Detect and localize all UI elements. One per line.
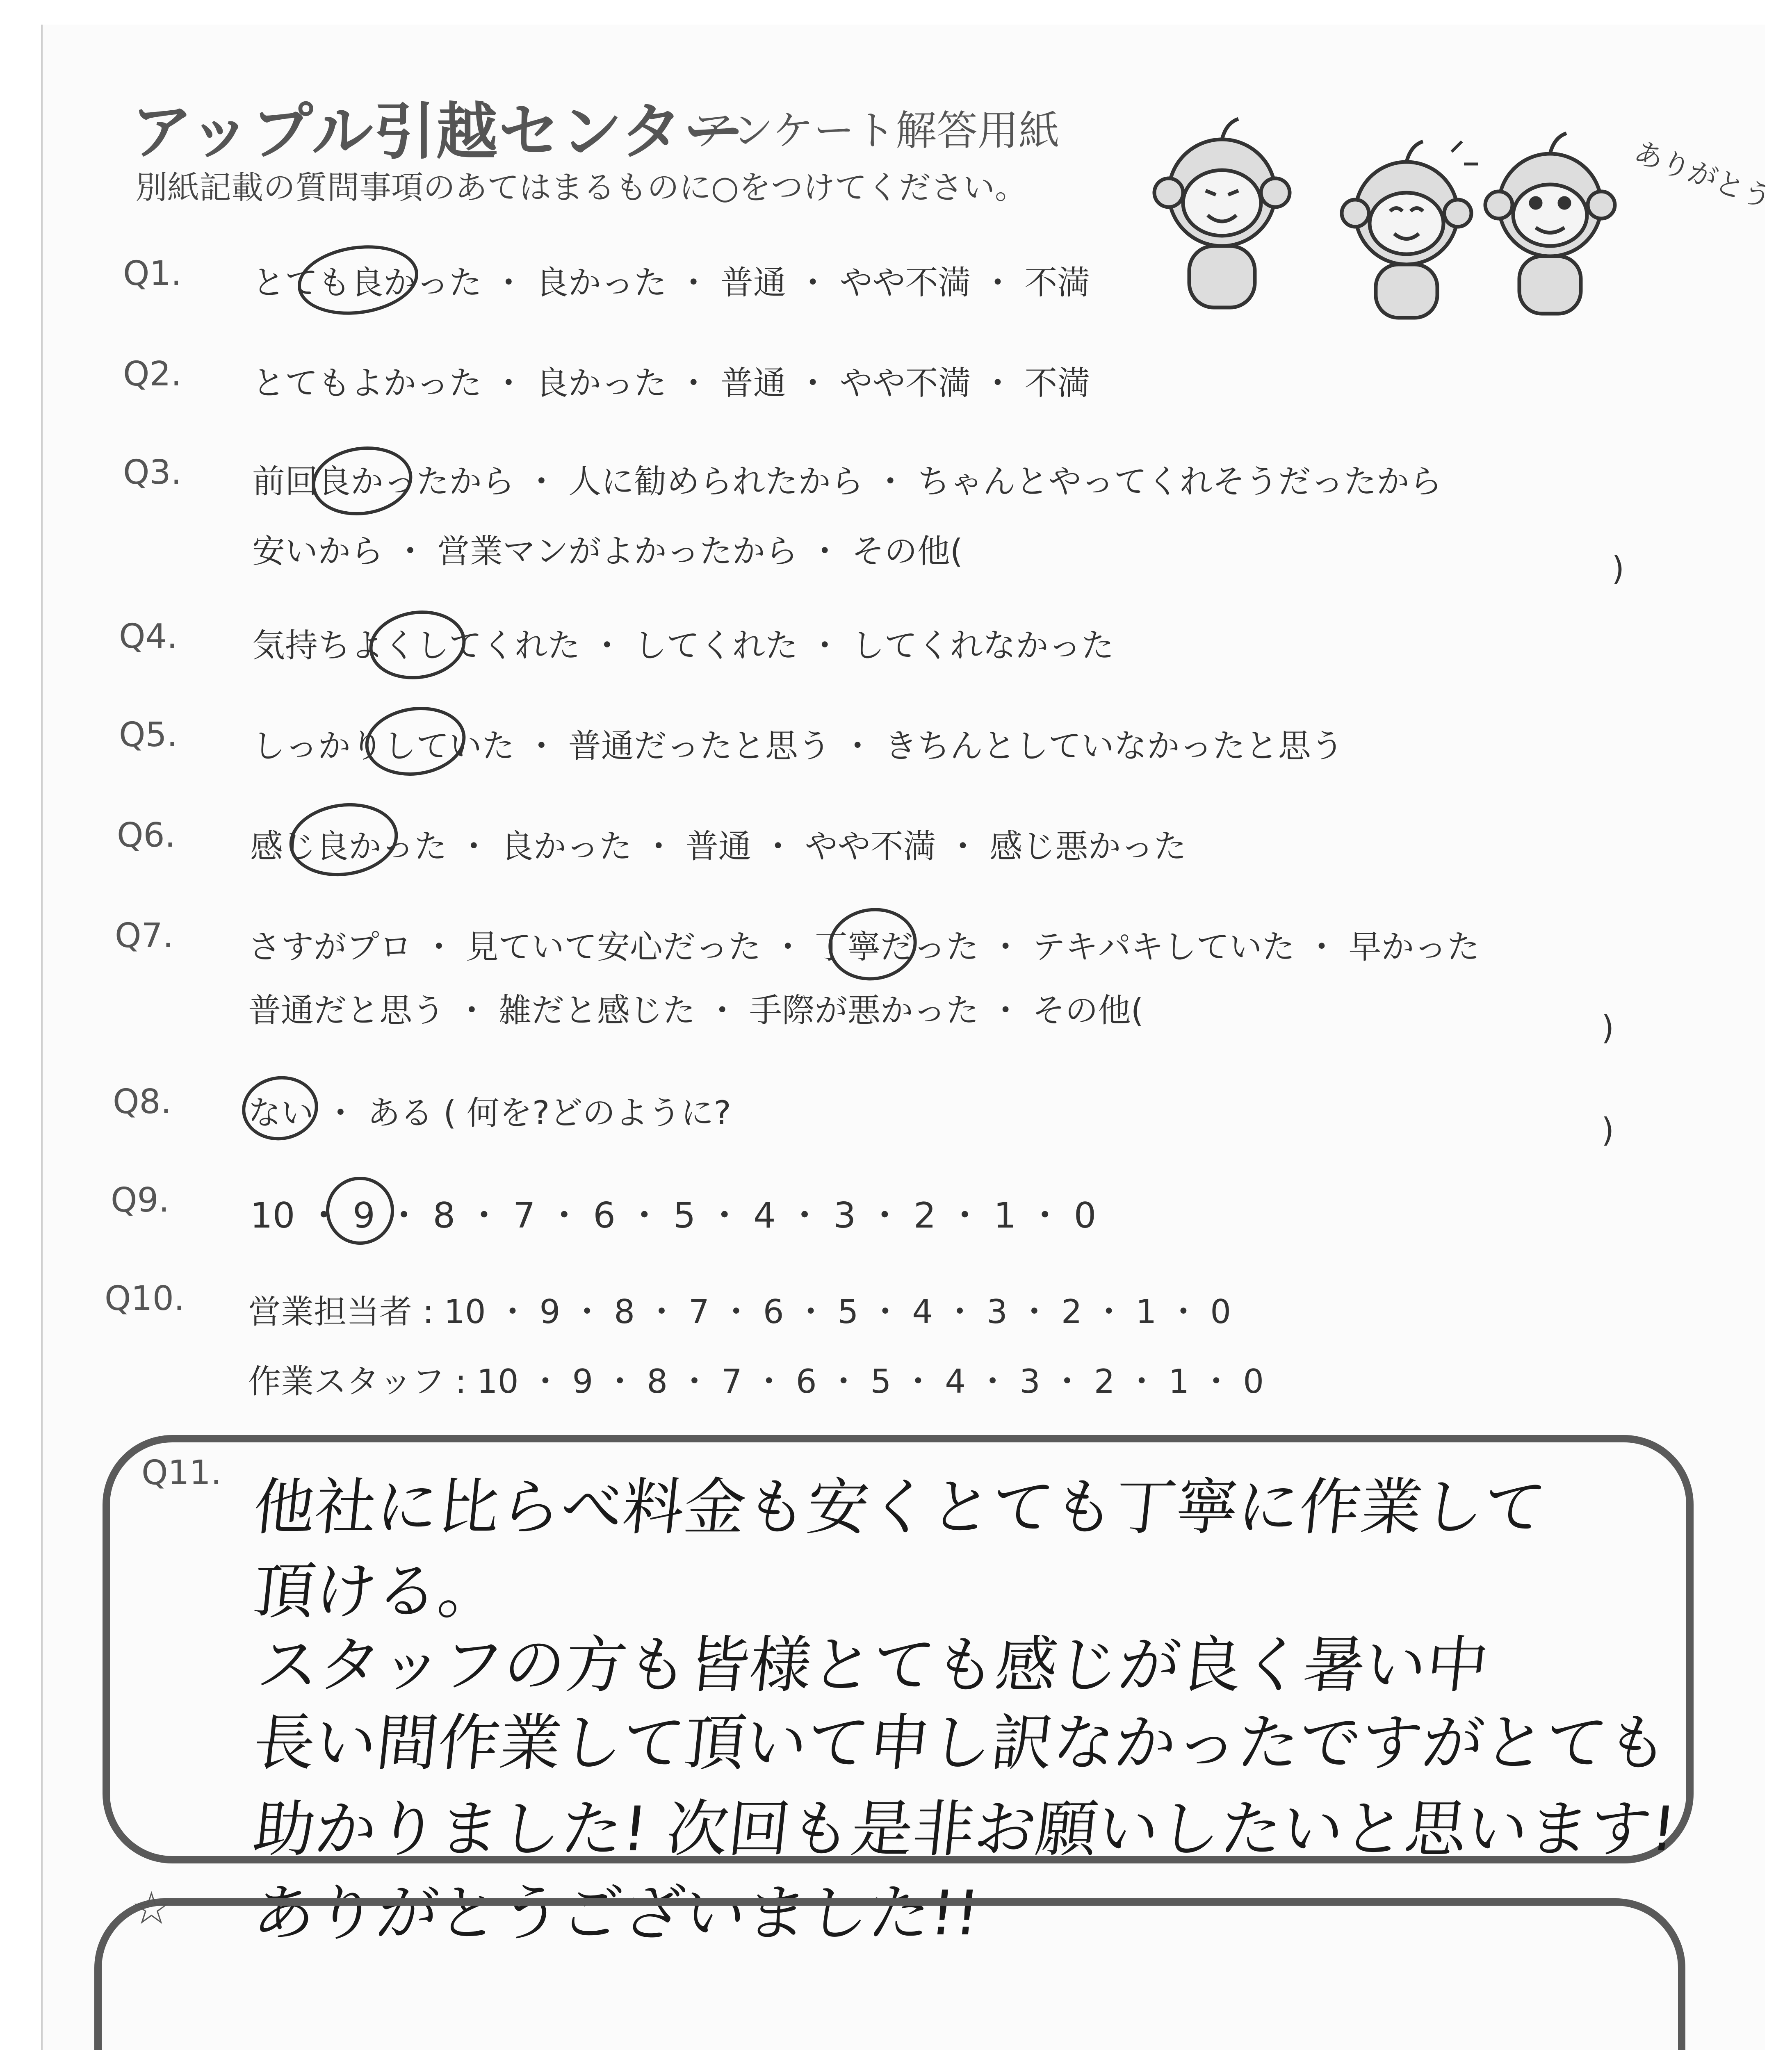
monkey-mascot-left — [1154, 119, 1290, 308]
q11-handwritten-line3: スタッフの方も皆様とても感じが良く暑い中 — [254, 1630, 1492, 1701]
q7-options-line1[interactable]: さすがプロ ・ 見ていて安心だった ・ 丁寧だった ・ テキパキしていた ・ 早かった — [248, 928, 1480, 966]
q1-options[interactable]: とても良かった ・ 良かった ・ 普通 ・ やや不満 ・ 不満 — [252, 264, 1090, 302]
q10-staff-scale[interactable]: 作業スタッフ : 10 ・ 9 ・ 8 ・ 7 ・ 6 ・ 5 ・ 4 ・ 3 ・ 2 ・ 1 ・ 0 — [248, 1362, 1264, 1401]
q11-handwritten-line4: 長い間作業して頂いて申し訳なかったですがとても — [250, 1708, 1672, 1779]
instruction-text: 別紙記載の質問事項のあてはまるものに○をつけてください。 — [135, 169, 1027, 206]
monkey-mascot-middle — [1342, 141, 1471, 318]
q2-label: Q2. — [123, 355, 182, 394]
q11-handwritten-line6: ありがとうございました!! — [250, 1878, 983, 1949]
q4-label: Q4. — [119, 617, 178, 656]
q4-options[interactable]: 気持ちよくしてくれた ・ してくれた ・ してくれなかった — [252, 626, 1114, 665]
q3-options-line2[interactable]: 安いから ・ 営業マンがよかったから ・ その他( — [252, 532, 963, 570]
q6-label: Q6. — [117, 816, 176, 855]
q10-sales-scale[interactable]: 営業担当者 : 10 ・ 9 ・ 8 ・ 7 ・ 6 ・ 5 ・ 4 ・ 3 ・ 2 ・ 1 ・ 0 — [248, 1293, 1231, 1331]
q5-label: Q5. — [119, 715, 178, 754]
q8-options[interactable]: ない ・ ある ( 何を?どのように? — [248, 1094, 731, 1132]
monkey-mascots-illustration — [1140, 111, 1776, 324]
q7-close-paren: ) — [1601, 1009, 1614, 1047]
q3-label: Q3. — [123, 453, 182, 492]
q9-scale[interactable]: 10 ・ 9 ・ 8 ・ 7 ・ 6 ・ 5 ・ 4 ・ 3 ・ 2 ・ 1 ・ 0 — [250, 1195, 1097, 1236]
q1-label: Q1. — [123, 254, 182, 293]
q7-label: Q7. — [115, 916, 173, 955]
star-comment-box — [94, 1898, 1685, 2050]
company-title: アップル引越センター — [131, 96, 746, 168]
form-title: アンケート解答用紙 — [693, 107, 1060, 155]
q7-options-line2[interactable]: 普通だと思う ・ 雑だと感じた ・ 手際が悪かった ・ その他( — [248, 991, 1144, 1030]
q5-options[interactable]: しっかりしていた ・ 普通だったと思う ・ きちんとしていなかったと思う — [252, 727, 1344, 765]
q11-handwritten-line5: 助かりました! 次回も是非お願いしたいと思います! — [250, 1794, 1680, 1865]
q10-label: Q10. — [105, 1279, 185, 1318]
q11-handwritten-line1: 他社に比らべ料金も安くとても丁寧に作業して — [250, 1472, 1549, 1543]
q2-options[interactable]: とてもよかった ・ 良かった ・ 普通 ・ やや不満 ・ 不満 — [252, 364, 1090, 402]
q8-label: Q8. — [113, 1082, 171, 1121]
q3-close-paren: ) — [1612, 549, 1625, 588]
monkey-mascot-right — [1485, 133, 1615, 314]
q11-label: Q11. — [141, 1453, 221, 1492]
q11-handwritten-line2: 頂ける。 — [250, 1556, 504, 1627]
thank-you-mascot-text: ありがとう — [1630, 134, 1776, 216]
q8-close-paren: ) — [1601, 1111, 1614, 1149]
q9-label: Q9. — [111, 1181, 169, 1220]
q6-options[interactable]: 感じ良かった ・ 良かった ・ 普通 ・ やや不満 ・ 感じ悪かった — [250, 827, 1187, 866]
q3-options-line1[interactable]: 前回良かったから ・ 人に勧められたから ・ ちゃんとやってくれそうだったから — [252, 462, 1442, 501]
star-icon: ☆ — [131, 1882, 172, 1934]
